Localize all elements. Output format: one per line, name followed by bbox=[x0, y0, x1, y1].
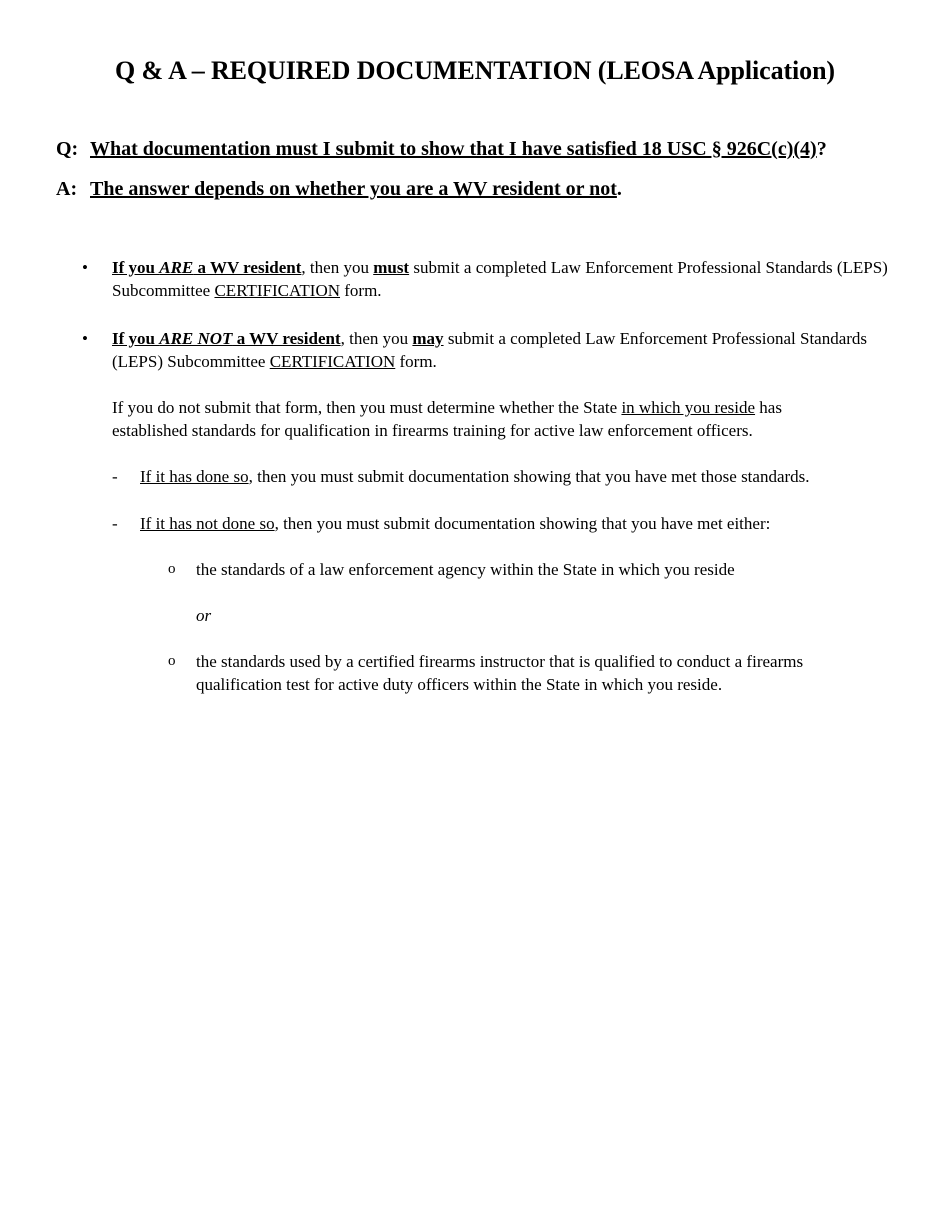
bullet-lead: If you ARE a WV resident bbox=[112, 258, 302, 277]
dash-marker: - bbox=[112, 514, 118, 533]
page-title: Q & A – REQUIRED DOCUMENTATION (LEOSA Application) bbox=[115, 56, 835, 85]
sub-item-marker: o bbox=[168, 561, 176, 577]
question-line bbox=[56, 138, 827, 161]
answer-suffix: . bbox=[616, 178, 622, 200]
bullet-keyword: may bbox=[412, 329, 444, 348]
sub-item-agency-standards: the standards of a law enforcement agency within the State in which you reside bbox=[196, 560, 735, 579]
reside-phrase: in which you reside bbox=[621, 398, 756, 417]
certification-form-name: CERTIFICATION bbox=[269, 352, 396, 371]
bullet-non-wv-resident: If you ARE NOT a WV resident, then you may submit a completed Law Enforcement Professional Standards (LEPS) Subcommittee CERTIFICATION form. bbox=[112, 329, 868, 371]
bullet-marker: • bbox=[82, 329, 88, 348]
bullet-wv-resident: If you ARE a WV resident, then you must submit a completed Law Enforcement Professional Standards (LEPS) Subcommittee CERTIFICATION form. bbox=[112, 258, 888, 300]
dash-item-has-done-so: If it has done so, then you must submit documentation showing that you have met those standards. bbox=[140, 467, 810, 486]
question-suffix: ? bbox=[816, 138, 827, 160]
answer-text: The answer depends on whether you are a WV resident or not bbox=[90, 178, 617, 200]
sub-item-instructor-standards: the standards used by a certified firearms instructor that is qualified to conduct a firearms qualification test for active duty officers within the State in which you reside. bbox=[196, 652, 804, 694]
answer-prefix: A: bbox=[56, 178, 78, 200]
state-standards-paragraph: If you do not submit that form, then you must determine whether the State in which you reside has established standards for qualification in firearms training for active law enforcement officers. bbox=[112, 398, 782, 440]
dash-marker: - bbox=[112, 467, 118, 486]
dash-item-has-not-done-so: If it has not done so, then you must submit documentation showing that you have met either: bbox=[140, 514, 771, 533]
bullet-marker: • bbox=[82, 258, 88, 277]
question-text: What documentation must I submit to show that I have satisfied 18 USC § 926C(c)(4) bbox=[90, 138, 817, 160]
certification-form-name: CERTIFICATION bbox=[214, 281, 341, 300]
bullet-keyword: must bbox=[373, 258, 410, 277]
bullet-lead: If you ARE NOT a WV resident bbox=[112, 329, 341, 348]
answer-line bbox=[56, 178, 622, 201]
or-separator: or bbox=[196, 606, 212, 625]
question-prefix: Q: bbox=[56, 138, 79, 160]
sub-item-marker: o bbox=[168, 653, 176, 669]
